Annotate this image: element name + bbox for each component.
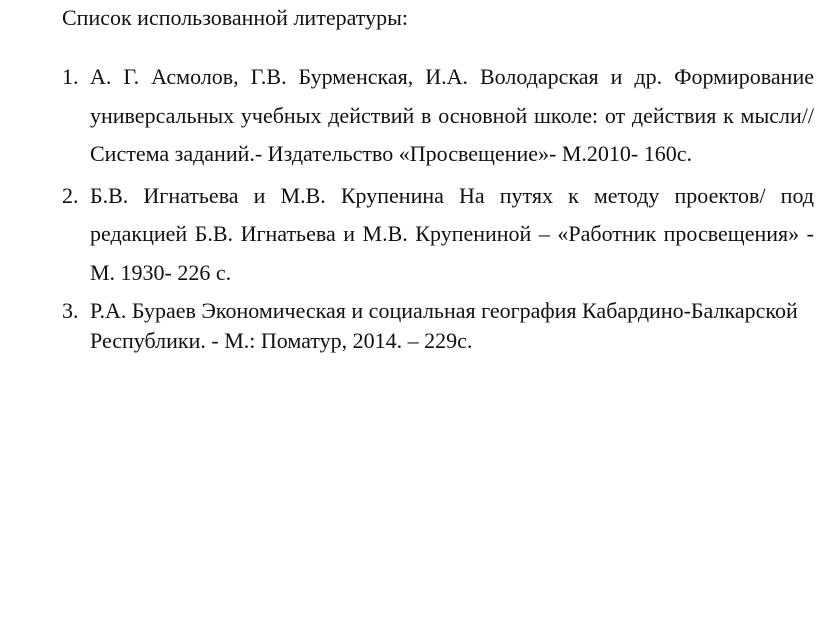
reference-item-2 [62,177,814,293]
reference-number: 1. [62,64,79,89]
reference-text: Б.В. Игнатьева и М.В. Крупенина На путях к методу проектов/ под редакцией Б.В. Игнатьева и М.В. Крупениной – «Работник просвещения» - М. 1930- 226 с. [90,182,814,285]
reference-number: 3. [62,298,79,323]
reference-text: А. Г. Асмолов, Г.В. Бурменская, И.А. Володарская и др. Формирование универсальных учебных действий в основной школе: от действия к мысли// Система заданий.- Издательство «Просвещение»- М.2010- 160с. [90,64,814,166]
reference-number: 2. [62,182,79,208]
reference-item-3 [62,296,814,356]
reference-item-1 [62,58,814,174]
reference-text: Р.А. Бураев Экономическая и социальная география Кабардино-Балкарской Республики. - М.: Поматур, 2014. – 229с. [90,298,798,353]
references-heading: Список использованной литературы: [62,5,408,30]
references-list [62,58,814,356]
